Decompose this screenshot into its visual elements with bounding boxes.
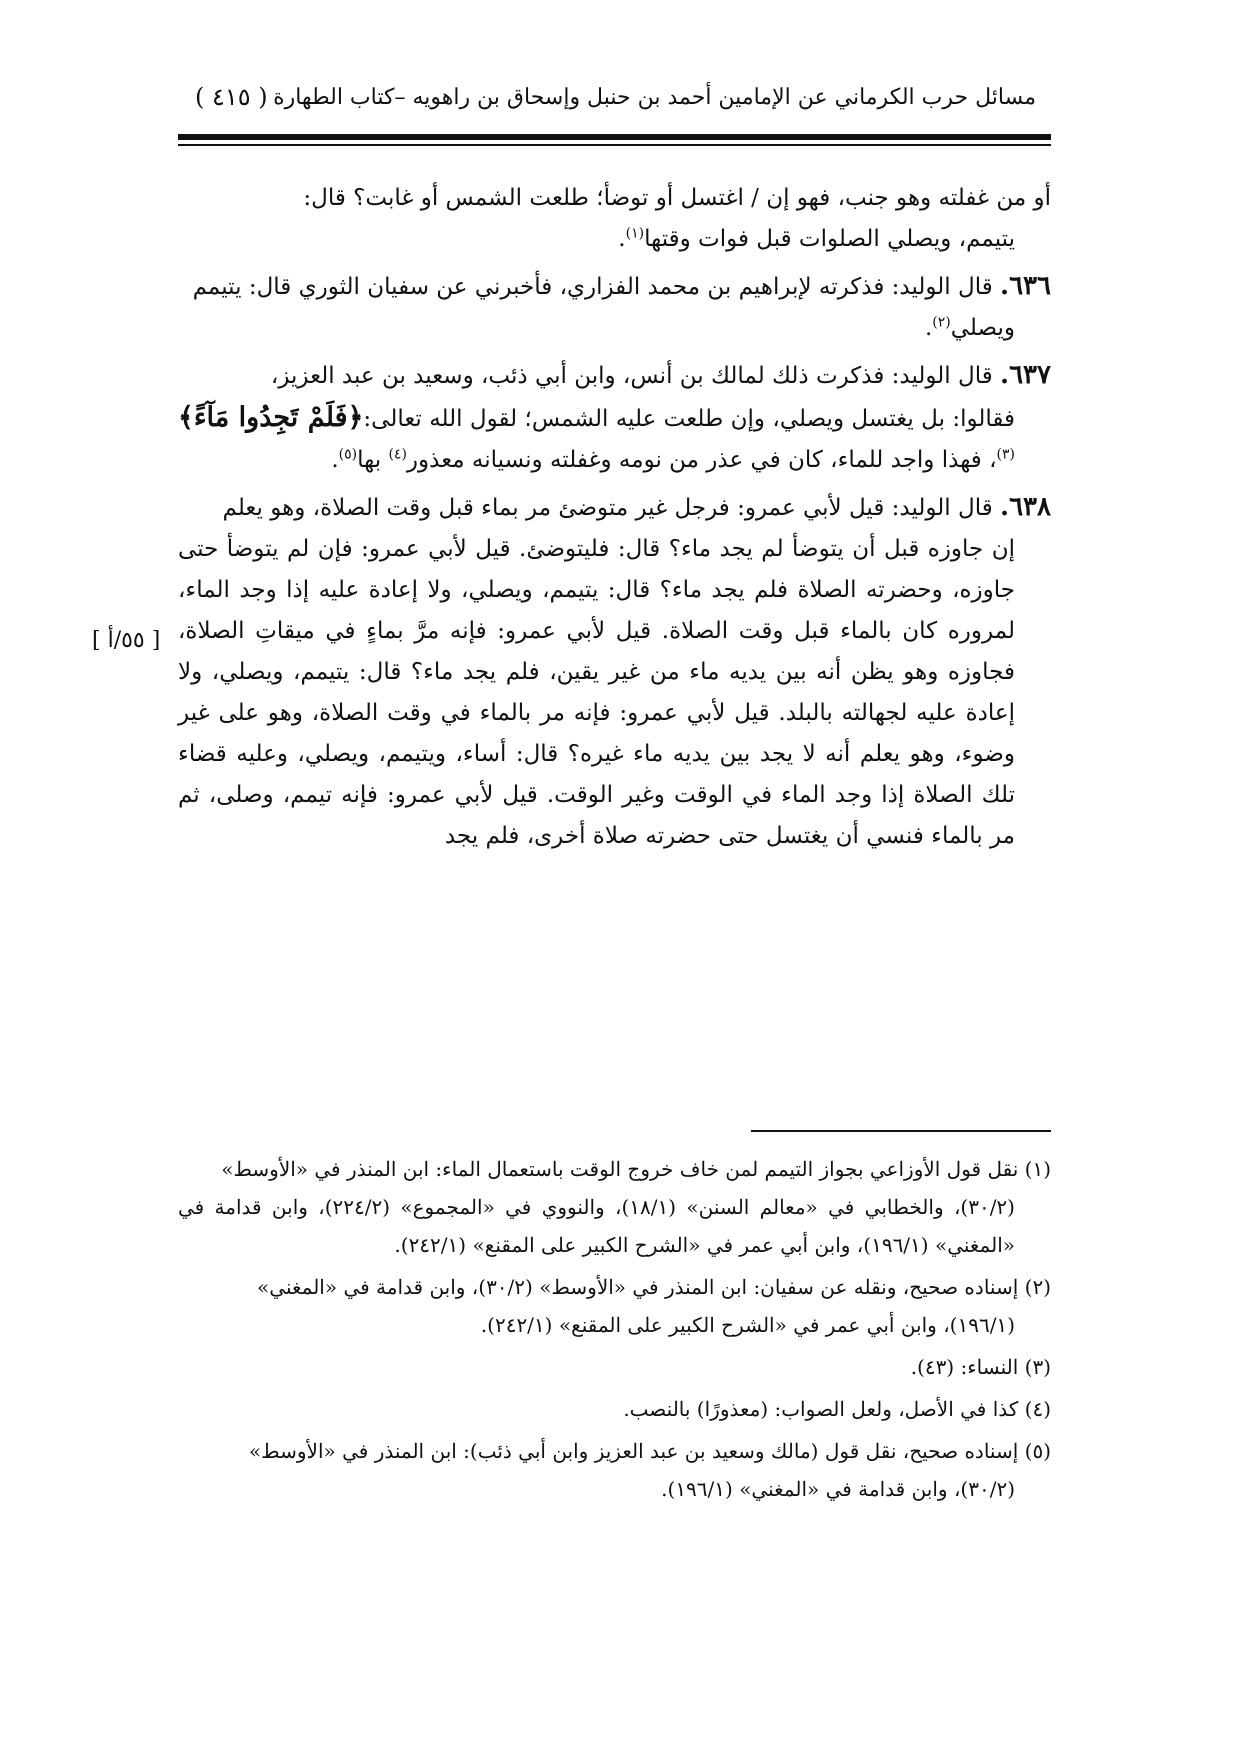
running-header: [195, 72, 1036, 122]
paragraph-continuation-line: [178, 219, 1051, 260]
paragraph-continuation-line: [178, 308, 1051, 349]
footnote-continuation: (٣٠/٢)، والخطابي في «معالم السنن» (١٨/١)، والنووي في «المجموع» (٢٢٤/٢)، وابن قدامة في «المغني» (١٩٦/١)، وابن أبي عمر في «الشرح الكبير على المقنع» (٢٤٢/١).: [178, 1195, 1015, 1257]
paragraph-line: أو من غفلته وهو جنب، فهو إن / اغتسل أو توضأ؛ طلعت الشمس أو غابت؟ قال:: [303, 185, 1051, 211]
main-text: [178, 178, 1051, 863]
footnote-line: (١) نقل قول الأوزاعي بجواز التيمم لمن خاف خروج الوقت باستعمال الماء: ابن المنذر في «الأوسط»: [221, 1157, 1051, 1181]
punctuation: .: [618, 226, 626, 252]
footnotes: [178, 1150, 1051, 1512]
footnote-line: (٣) النساء: (٤٣).: [910, 1355, 1051, 1379]
paragraph-636: [178, 266, 1051, 349]
footnote-separator: [751, 1130, 1051, 1132]
running-title: مسائل حرب الكرماني عن الإمامين أحمد بن حنبل وإسحاق بن راهويه –كتاب الطهارة: [273, 84, 1036, 110]
paragraph-text: بها: [357, 447, 389, 473]
page-number: ( ٤١٥ ): [195, 83, 268, 111]
footnote-continuation: (١٩٦/١)، وابن أبي عمر في «الشرح الكبير على المقنع» (٢٤٢/١).: [480, 1313, 1015, 1337]
punctuation: .: [331, 447, 339, 473]
footnote-continuation: (٣٠/٢)، وابن قدامة في «المغني» (١٩٦/١).: [661, 1477, 1015, 1501]
footnote-line: (٥) إسناده صحيح، نقل قول (مالك وسعيد بن عبد العزيز وابن أبي ذئب): ابن المنذر في «الأوسط»: [248, 1439, 1051, 1463]
footnote-line: (٢) إسناده صحيح، ونقله عن سفيان: ابن المنذر في «الأوسط» (٣٠/٢)، وابن قدامة في «المغني»: [257, 1275, 1051, 1299]
paragraph-text: ويصلي: [950, 315, 1015, 341]
paragraph-line: قال الوليد: فذكرته لإبراهيم بن محمد الفزاري، فأخبرني عن سفيان الثوري قال: يتيمم: [192, 274, 1001, 300]
paragraph-continuation: [178, 178, 1051, 260]
issue-number: ٦٣٦.: [1000, 271, 1051, 301]
manuscript-folio-marker: [ ٥٥/أ ]: [92, 628, 161, 653]
punctuation: .: [924, 315, 933, 341]
paragraph-continuation-line: [178, 397, 1051, 481]
paragraph-text: ، فهذا واجد للماء، كان في عذر من نومه وغفلته ونسيانه معذور: [406, 447, 997, 473]
paragraph-638: [178, 487, 1051, 857]
issue-number: ٦٣٨.: [1000, 492, 1051, 522]
paragraph-line: قال الوليد: فذكرت ذلك لمالك بن أنس، وابن أبي ذئب، وسعيد بن عبد العزيز،: [270, 363, 1001, 389]
quran-verse: ﴿فَلَمْ تَجِدُوا مَآءً﴾: [178, 402, 364, 433]
header-rule-thick: [178, 134, 1051, 140]
header-rule-thin: [178, 144, 1051, 146]
paragraph-637: [178, 355, 1051, 481]
paragraph-text: يتيمم، ويصلي الصلوات قبل فوات وقتها: [644, 226, 1015, 252]
footnote-1: [178, 1150, 1051, 1264]
issue-number: ٦٣٧.: [1000, 360, 1051, 390]
footnote-5: [178, 1432, 1051, 1508]
footnote-3: [178, 1348, 1051, 1386]
footnote-2: [178, 1268, 1051, 1344]
footnote-ref: (١): [625, 225, 645, 242]
footnote-ref: (٤): [388, 446, 407, 463]
footnote-line: (٤) كذا في الأصل، ولعل الصواب: (معذورًا) بالنصب.: [623, 1397, 1051, 1421]
footnote-4: [178, 1390, 1051, 1428]
paragraph-text: فقالوا: بل يغتسل ويصلي، وإن طلعت عليه الشمس؛ لقول الله تعالى:: [363, 406, 1016, 432]
footnote-ref: (٣): [996, 446, 1015, 463]
footnote-ref: (٢): [932, 314, 951, 331]
paragraph-line: قال الوليد: قيل لأبي عمرو: فرجل غير متوضئ مر بماء قبل وقت الصلاة، وهو يعلم: [222, 495, 1001, 521]
footnote-ref: (٥): [338, 446, 358, 463]
paragraph-continuation-line: إن جاوزه قبل أن يتوضأ لم يجد ماء؟ قال: فليتوضئ. قيل لأبي عمرو: فإن لم يتوضأ حتى جاوزه، وحضرته الصلاة فلم يجد ماء؟ قال: يتيمم، ويصلي، ولا إعادة عليه إذا وجد الماء، لمروره كان بالماء قبل وقت الصلاة. قيل لأبي عمرو: فإنه مرَّ بماءٍ في ميقاتِ الصلاة، فجاوزه وهو يظن أنه بين يديه ماء من غير يقين، فلم يجد ماء؟ قال: يتيمم، ويصلي، ولا إعادة عليه لجهالته بالبلد. قيل لأبي عمرو: فإنه مر بالماء في وقت الصلاة، وهو على غير وضوء، وهو يعلم أنه لا يجد بين يديه ماء غيره؟ قال: أساء، ويتيمم، ويصلي، وعليه قضاء تلك الصلاة إذا وجد الماء في الوقت وغير الوقت. قيل لأبي عمرو: فإنه تيمم، وصلى، ثم مر بالماء فنسي أن يغتسل حتى حضرته صلاة أخرى، فلم يجد: [178, 536, 1015, 849]
